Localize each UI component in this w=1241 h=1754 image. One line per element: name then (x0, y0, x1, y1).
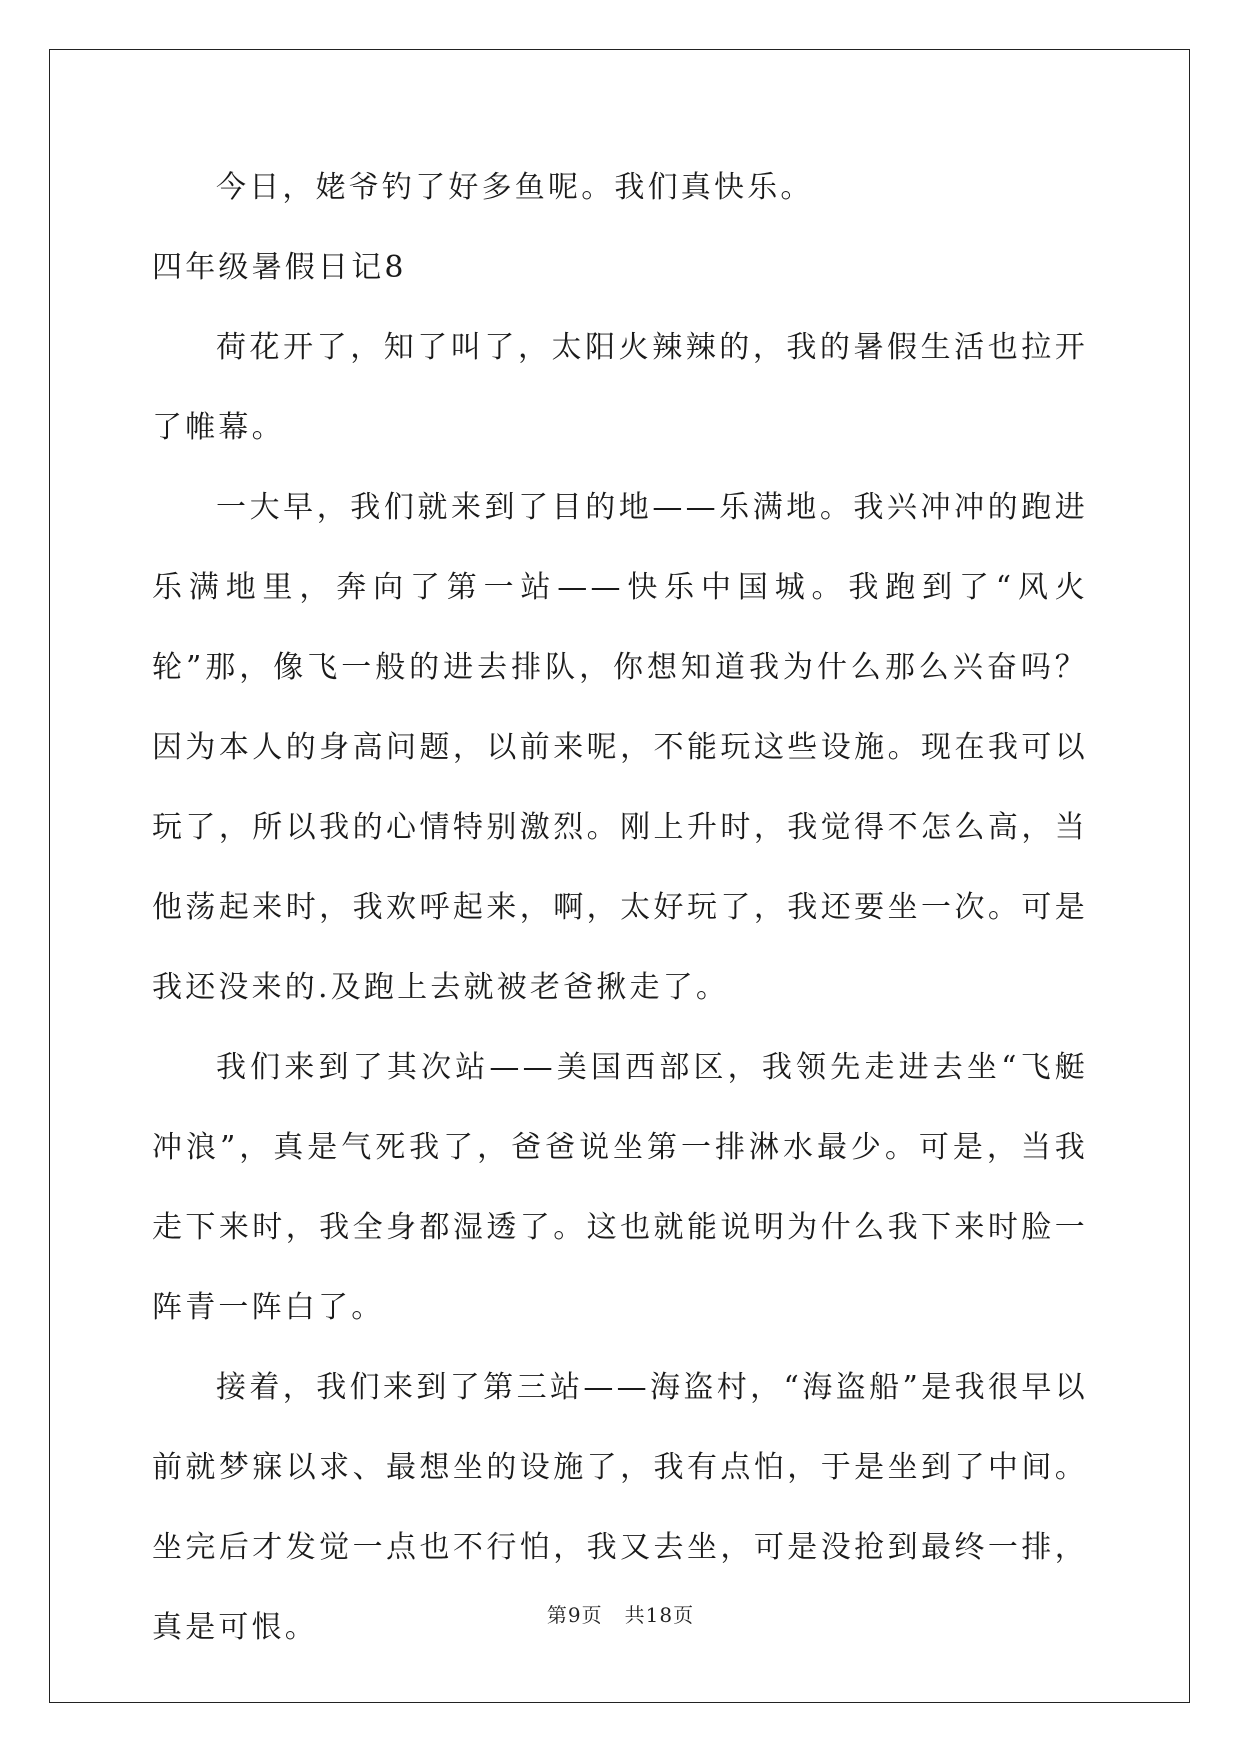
diary-title: 四年级暑假日记8 (152, 250, 407, 285)
page-footer (0, 1599, 1241, 1628)
paragraph-station-three: 接着，我们来到了第三站——海盗村，“海盗船”是我很早以前就梦寐以求、最想坐的设施了，我有点怕，于是坐到了中间。坐完后才发觉一点也不行怕，我又去坐，可是没抢到最终一排，真是可恨。 (152, 1370, 1088, 1645)
paragraph-station-one: 一大早，我们就来到了目的地——乐满地。我兴冲冲的跑进乐满地里，奔向了第一站——快乐中国城。我跑到了“风火轮”那，像飞一般的进去排队，你想知道我为什么那么兴奋吗？因为本人的身高问题，以前来呢，不能玩这些设施。现在我可以玩了，所以我的心情特别激烈。刚上升时，我觉得不怎么高，当他荡起来时，我欢呼起来，啊，太好玩了，我还要坐一次。可是我还没来的.及跑上去就被老爸揪走了。 (152, 490, 1088, 1005)
page-number-current: 第9页 (546, 1603, 603, 1627)
document-body (152, 168, 1088, 1668)
paragraph-station-two: 我们来到了其次站——美国西部区，我领先走进去坐“飞艇冲浪”，真是气死我了，爸爸说坐第一排淋水最少。可是，当我走下来时，我全身都湿透了。这也就能说明为什么我下来时脸一阵青一阵白了。 (152, 1050, 1088, 1325)
page-number-total: 共18页 (624, 1603, 695, 1627)
paragraph-closing: 今日，姥爷钓了好多鱼呢。我们真快乐。 (216, 170, 814, 205)
paragraph-intro: 荷花开了，知了叫了，太阳火辣辣的，我的暑假生活也拉开了帷幕。 (152, 330, 1088, 445)
